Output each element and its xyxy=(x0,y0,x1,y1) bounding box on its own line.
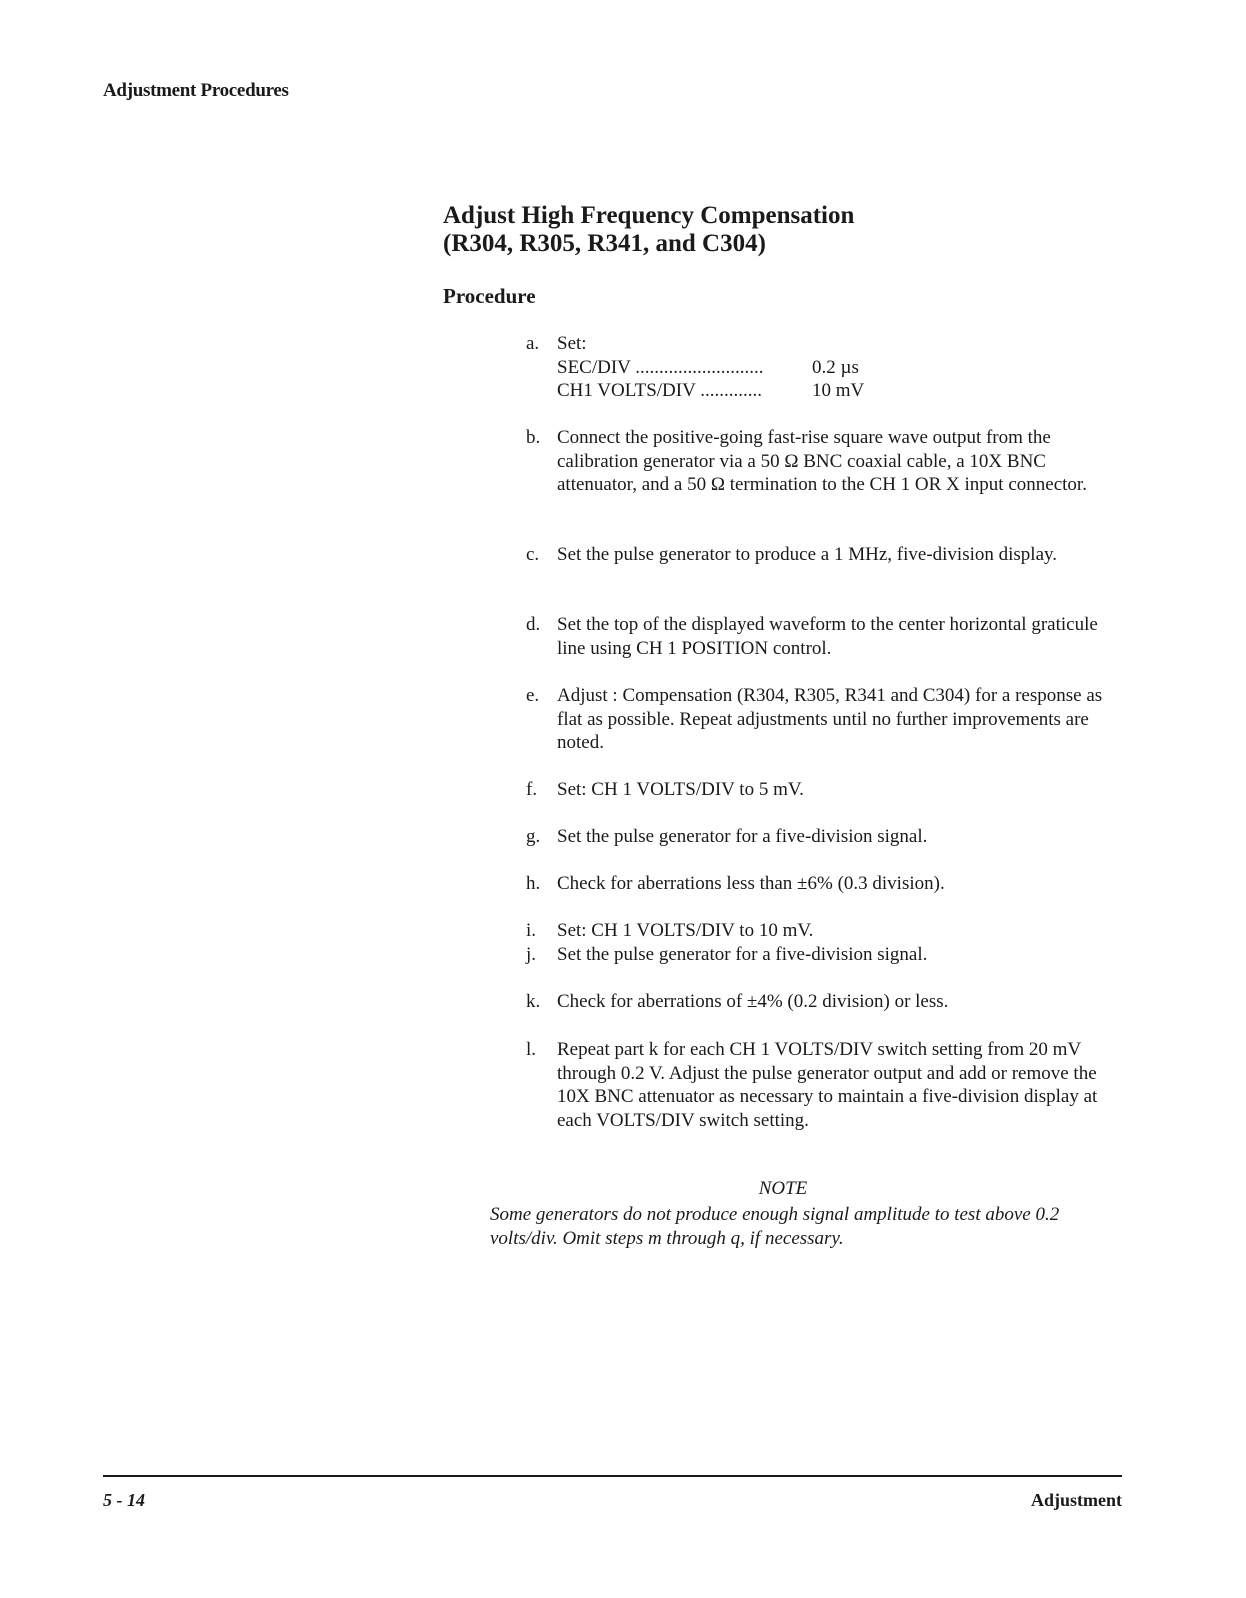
step-text: Set the pulse generator for a five-division signal. xyxy=(557,944,928,965)
step-text: Set the pulse generator to produce a 1 MHz, five-division display. xyxy=(557,544,1058,565)
note-text: Some generators do not produce enough signal amplitude to test above 0.2 volts/div. Omit steps m through q, if necessary. xyxy=(490,1204,1060,1249)
step-f xyxy=(526,778,1116,802)
step-marker: d. xyxy=(526,614,541,635)
step-e xyxy=(526,684,1116,755)
step-text: Set: CH 1 VOLTS/DIV to 10 mV. xyxy=(557,920,814,941)
procedure-subheading: Procedure xyxy=(443,284,536,308)
step-marker: a. xyxy=(526,333,540,354)
footer-chapter: Adjustment xyxy=(1030,1490,1122,1510)
step-marker: h. xyxy=(526,873,541,894)
step-text: Check for aberrations less than ±6% (0.3 division). xyxy=(557,873,945,894)
step-j xyxy=(526,943,1116,967)
step-marker: i. xyxy=(526,920,537,941)
step-marker: g. xyxy=(526,826,541,847)
step-i xyxy=(526,919,1116,943)
step-a xyxy=(526,332,1116,403)
section-title-line-2: (R304, R305, R341, and C304) xyxy=(443,230,766,257)
step-c xyxy=(526,543,1116,567)
step-text: Check for aberrations of ±4% (0.2 division) or less. xyxy=(557,991,949,1012)
setting-name: CH1 VOLTS/DIV ............. xyxy=(557,380,762,401)
section-title-line-1: Adjust High Frequency Compensation xyxy=(443,202,855,229)
step-text: Adjust : Compensation (R304, R305, R341 and C304) for a response as flat as possible. Repeat adjustments until no further improvements are noted. xyxy=(557,685,1103,753)
footer-divider xyxy=(103,1475,1122,1477)
step-d xyxy=(526,613,1116,660)
step-marker: l. xyxy=(526,1039,537,1060)
step-marker: k. xyxy=(526,991,541,1012)
setting-name: SEC/DIV ........................... xyxy=(557,356,764,378)
step-marker: c. xyxy=(526,544,540,565)
setting-value: 0.2 µs xyxy=(812,356,859,378)
step-l xyxy=(526,1038,1116,1132)
step-text: Repeat part k for each CH 1 VOLTS/DIV switch setting from 20 mV through 0.2 V. Adjust the pulse generator output and add or remove the 10X BNC attenuator as necessary to maintain a five-division display at each VOLTS/DIV switch setting. xyxy=(557,1039,1098,1131)
step-h xyxy=(526,872,1116,896)
section-title xyxy=(443,202,854,258)
step-k xyxy=(526,990,1116,1014)
step-marker: f. xyxy=(526,779,538,800)
step-text: Set: CH 1 VOLTS/DIV to 5 mV. xyxy=(557,779,804,800)
step-text: Set the pulse generator for a five-division signal. xyxy=(557,826,928,847)
setting-row-ch1-volts-div xyxy=(557,379,1116,403)
step-marker: e. xyxy=(526,685,540,706)
step-text: Connect the positive-going fast-rise square wave output from the calibration generator via a 50 Ω BNC coaxial cable, a 10X BNC attenuator, and a 50 Ω termination to the CH 1 OR X input connector. xyxy=(557,427,1087,495)
step-text: Set the top of the displayed waveform to the center horizontal graticule line using CH 1 POSITION control. xyxy=(557,614,1098,659)
step-marker: b. xyxy=(526,427,541,448)
step-g xyxy=(526,825,1116,849)
step-b xyxy=(526,426,1116,497)
page-number: 5 - 14 xyxy=(103,1490,145,1510)
running-head: Adjustment Procedures xyxy=(103,80,289,101)
setting-value: 10 mV xyxy=(812,380,865,401)
step-text: Set: xyxy=(557,333,587,354)
setting-row-sec-div xyxy=(557,356,1116,380)
note-title: NOTE xyxy=(758,1178,808,1199)
step-marker: j. xyxy=(526,944,537,965)
